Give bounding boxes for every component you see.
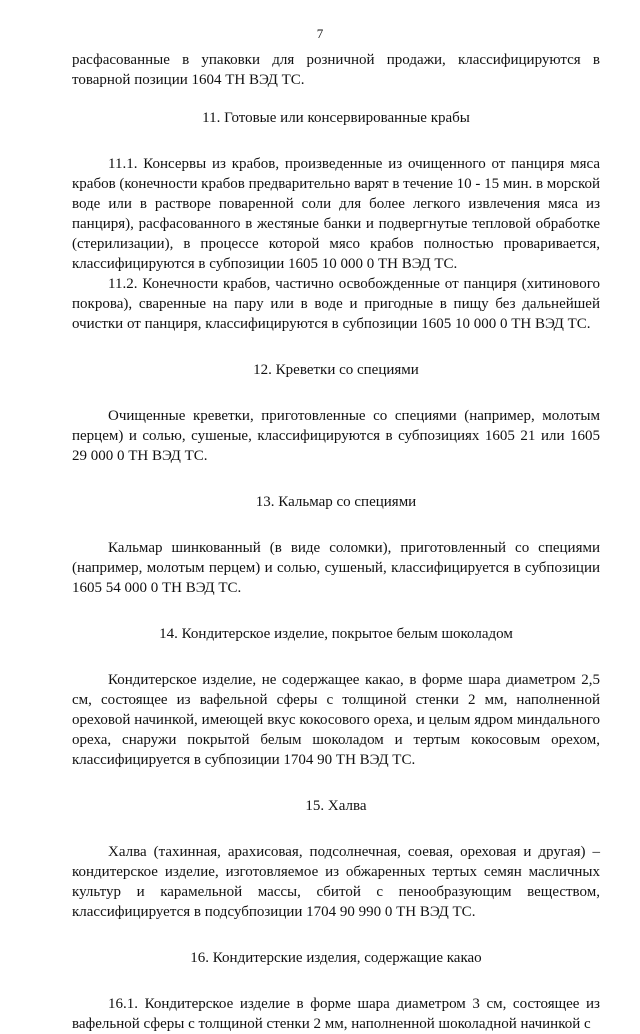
paragraph: Кондитерское изделие, не содержащее какао, в форме шара диаметром 2,5 см, состоящее из вафельной сферы с толщиной стенки 2 мм, наполненной ореховой начинкой, имеющей вкус кокосового ореха, и целым ядром миндального ореха, снаружи покрытой белым шоколадом и тертым кокосовым орехом, классифицируется в субпозиции 1704 90 ТН ВЭД ТС. — [72, 672, 600, 768]
section-11 — [72, 108, 600, 334]
section-12 — [72, 360, 600, 466]
paragraph: 16.1. Кондитерское изделие в форме шара диаметром 3 см, состоящее из вафельной сферы с толщиной стенки 2 мм, наполненной шоколадной начинкой с — [72, 996, 600, 1032]
section-heading: 12. Креветки со специями — [253, 362, 419, 378]
section-heading: 11. Готовые или консервированные крабы — [202, 110, 470, 126]
section-16 — [72, 948, 600, 1034]
intro-continuation: расфасованные в упаковки для розничной продажи, классифицируются в товарной позиции 1604 ТН ВЭД ТС. — [72, 52, 600, 88]
section-heading: 13. Кальмар со специями — [255, 494, 417, 510]
paragraph: Кальмар шинкованный (в виде соломки), приготовленный со специями (например, молотым перцем) и солью, сушеный, классифицируется в субпозиции 1605 54 000 0 ТН ВЭД ТС. — [72, 540, 600, 596]
page-number: 7 — [316, 26, 324, 41]
section-heading: 15. Халва — [305, 798, 367, 814]
paragraph: 11.1. Консервы из крабов, произведенные из очищенного от панциря мяса крабов (конечности крабов предварительно варят в течение 10 - 15 мин. в морской воде или в растворе поваренной соли для более легкого извлечения мяса из панциря), расфасованного в жестяные банки и подвергнутые тепловой обработке (стерилизации), в процессе которой мясо крабов полностью проваривается, классифицируются в субпозиции 1605 10 000 0 ТН ВЭД ТС. — [72, 156, 601, 272]
section-13 — [72, 492, 600, 598]
section-heading: 16. Кондитерские изделия, содержащие какао — [190, 950, 482, 966]
section-14 — [72, 624, 600, 770]
paragraph: Очищенные креветки, приготовленные со специями (например, молотым перцем) и солью, сушеные, классифицируются в субпозициях 1605 21 или 1605 29 000 0 ТН ВЭД ТС. — [72, 408, 600, 464]
paragraph: 11.2. Конечности крабов, частично освобожденные от панциря (хитинового покрова), сваренные на пару или в воде и пригодные в пищу без дальнейшей очистки от панциря, классифицируются в субпозиции 1605 10 000 0 ТН ВЭД ТС. — [72, 276, 600, 332]
section-15 — [72, 796, 600, 922]
paragraph: Халва (тахинная, арахисовая, подсолнечная, соевая, ореховая и другая) – кондитерское изделие, изготовляемое из обжаренных тертых семян масличных культур и карамельной массы, сбитой с пенообразующим веществом, классифицируется в подсубпозиции 1704 90 990 0 ТН ВЭД ТС. — [72, 844, 600, 920]
section-heading: 14. Кондитерское изделие, покрытое белым шоколадом — [159, 626, 513, 642]
document-body — [72, 50, 600, 1034]
